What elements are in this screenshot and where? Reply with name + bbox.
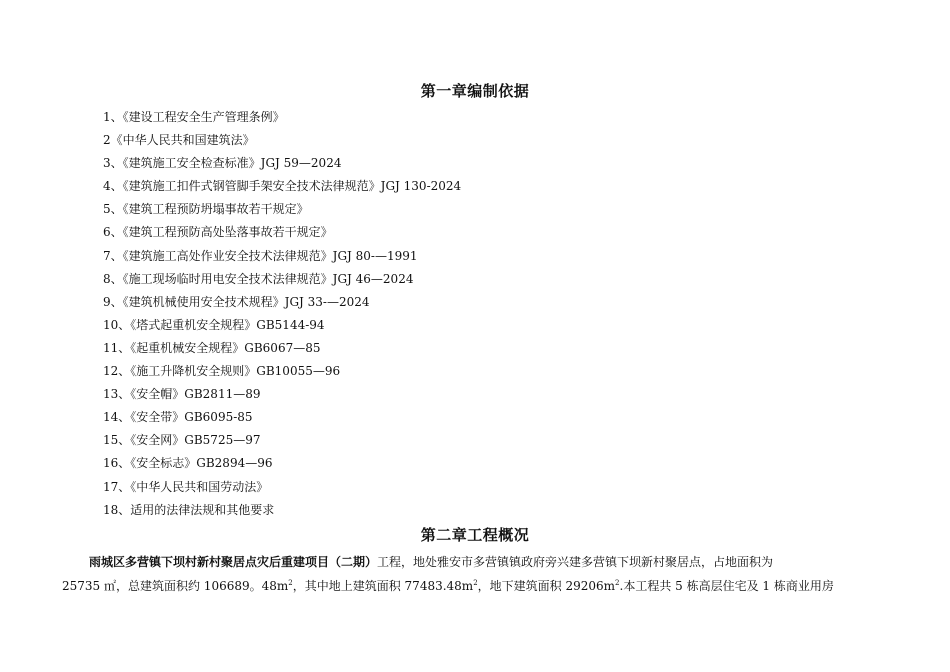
paragraph-text: 工程，地处雅安市多营镇镇政府旁兴建多营镇下坝新村聚居点，占地面积为	[377, 555, 774, 569]
reference-list	[103, 106, 461, 522]
paragraph-line	[62, 574, 892, 598]
reference-item: 10、《塔式起重机安全规程》GB5144-94	[103, 317, 325, 332]
reference-item: 15、《安全网》GB5725—97	[103, 433, 261, 448]
project-name: 雨城区多营镇下坝村新村聚居点灾后重建项目（二期）	[89, 555, 378, 569]
paragraph-text: .本工程共 5 栋高层住宅及 1 栋商业用房	[619, 579, 834, 593]
reference-item: 1、《建设工程安全生产管理条例》	[103, 110, 285, 124]
chapter-1-title: 第一章编制依据	[420, 82, 530, 100]
paragraph-line	[62, 550, 892, 574]
superscript: 2	[288, 579, 293, 587]
reference-item: 7、《建筑施工高处作业安全技术法律规范》JGJ 80-—1991	[103, 248, 418, 263]
reference-item: 9、《建筑机械使用安全技术规程》JGJ 33-—2024	[103, 294, 370, 309]
reference-item: 8、《施工现场临时用电安全技术法律规范》JGJ 46—2024	[103, 271, 414, 286]
paragraph-text: ，其中地上建筑面积 77483.48m	[292, 579, 474, 593]
reference-item: 6、《建筑工程预防高处坠落事故若干规定》	[103, 225, 333, 240]
reference-item: 3、《建筑施工安全检查标准》JGJ 59—2024	[103, 156, 342, 171]
reference-item: 5、《建筑工程预防坍塌事故若干规定》	[103, 202, 309, 217]
reference-item: 14、《安全带》GB6095-85	[103, 410, 253, 425]
superscript: 2	[615, 579, 620, 587]
reference-item: 13、《安全帽》GB2811—89	[103, 387, 261, 402]
reference-item: 2《中华人民共和国建筑法》	[103, 133, 255, 148]
reference-item: 12、《施工升降机安全规则》GB10055—96	[103, 364, 341, 379]
reference-item: 11、《起重机械安全规程》GB6067—85	[103, 340, 321, 355]
reference-item: 17、《中华人民共和国劳动法》	[103, 479, 269, 494]
reference-item: 18、适用的法律法规和其他要求	[103, 502, 275, 517]
reference-item: 4、《建筑施工扣件式钢管脚手架安全技术法律规范》JGJ 130-2024	[103, 179, 462, 194]
paragraph-text: ，地下建筑面积 29206m	[477, 579, 616, 593]
project-overview-paragraph	[62, 550, 892, 598]
paragraph-text: 25735 ㎡，总建筑面积约 106689。48m	[62, 579, 289, 593]
superscript: 2	[473, 579, 478, 587]
reference-item: 16、《安全标志》GB2894—96	[103, 456, 273, 471]
chapter-2-title: 第二章工程概况	[420, 526, 530, 544]
